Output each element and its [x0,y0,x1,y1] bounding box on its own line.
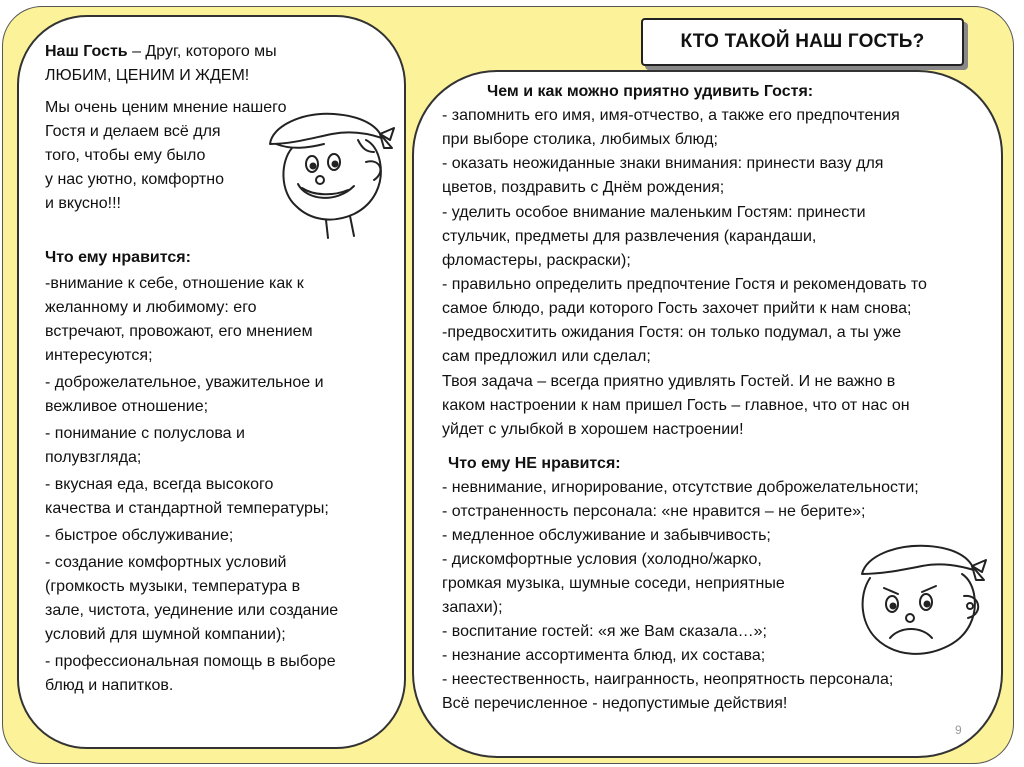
likes-line: встречают, провожают, его мнением [45,323,313,340]
likes-line: зале, чистота, уединение или создание [45,602,339,619]
surprise-line: стульчик, предметы для развлечения (карандаши, [442,228,817,245]
surprise-line: при выборе столика, любимых блюд; [442,131,718,148]
likes-line: вежливое отношение; [45,398,209,415]
dislikes-line: - дискомфортные условия (холодно/жарко, [442,551,762,568]
page-title: КТО ТАКОЙ НАШ ГОСТЬ? [680,31,925,52]
dislikes-line: запахи); [442,599,503,616]
dislikes-line: - неестественность, наигранность, неопрятность персонала; [442,671,894,688]
para-line: у нас уютно, комфортно [45,171,224,188]
likes-line: -внимание к себе, отношение как к [45,275,304,292]
para-line: того, чтобы ему было [45,147,206,164]
likes-line: - доброжелательное, уважительное и [45,374,324,391]
surprise-heading: Чем и как можно приятно удивить Гостя: [487,83,814,100]
surprise-line: самое блюдо, ради которого Гость захочет прийти к нам снова; [442,300,912,317]
intro-line-2: ЛЮБИМ, ЦЕНИМ И ЖДЕМ! [45,67,250,84]
title-box [641,18,964,66]
likes-line: - вкусная еда, всегда высокого [45,476,274,493]
surprise-line: - запомнить его имя, имя-отчество, а также его предпочтения [442,107,900,124]
likes-line: блюд и напитков. [45,677,174,694]
dislikes-line: - отстраненность персонала: «не нравится – не берите»; [442,503,866,520]
dislikes-line: - медленное обслуживание и забывчивость; [442,527,771,544]
para-line: и вкусно!!! [45,195,121,212]
dislikes-line: громкая музыка, шумные соседи, неприятные [442,575,785,592]
likes-line: интересуются; [45,347,153,364]
surprise-line: Твоя задача – всегда приятно удивлять Гостей. И не важно в [442,373,896,390]
dislikes-heading: Что ему НЕ нравится: [448,455,621,472]
para-line: Мы очень ценим мнение нашего [45,99,287,116]
surprise-line: - правильно определить предпочтение Гостя и рекомендовать то [442,276,927,293]
happy-face-icon [262,100,398,240]
likes-heading: Что ему нравится: [45,249,191,266]
likes-line: - создание комфортных условий [45,554,287,571]
surprise-line: каком настроении к нам пришел Гость – главное, что от нас он [442,397,910,414]
surprise-line: - уделить особое внимание маленьким Гостям: принести [442,204,866,221]
likes-line: качества и стандартной температуры; [45,500,329,517]
intro-bold: Наш Гость [45,43,128,60]
likes-line: (громкость музыки, температура в [45,578,301,595]
surprise-line: уйдет с улыбкой в хорошем настроении! [442,421,744,438]
likes-line: - быстрое обслуживание; [45,527,234,544]
surprise-line: фломастеры, раскраски); [442,252,631,269]
surprise-line: - оказать неожиданные знаки внимания: принести вазу для [442,155,884,172]
likes-line: полувзгляда; [45,449,142,466]
likes-line: - профессиональная помощь в выборе [45,653,336,670]
dislikes-line: - воспитание гостей: «я же Вам сказала…»; [442,623,767,640]
dislikes-line: Всё перечисленное - недопустимые действия! [442,695,788,712]
likes-line: условий для шумной компании); [45,626,286,643]
dislikes-line: - невнимание, игнорирование, отсутствие доброжелательности; [442,479,919,496]
page-number: 9 [955,723,962,737]
intro-line-1 [45,40,277,64]
likes-line: желанному и любимому: его [45,299,257,316]
surprise-line: цветов, поздравить с Днём рождения; [442,179,725,196]
surprise-line: -предвосхитить ожидания Гостя: он только подумал, а ты уже [442,324,902,341]
dislikes-line: - незнание ассортимента блюд, их состава; [442,647,766,664]
likes-line: - понимание с полуслова и [45,425,245,442]
intro-rest: – Друг, которого мы [127,43,277,60]
sad-face-icon [852,534,992,670]
para-line: Гостя и делаем всё для [45,123,221,140]
surprise-line: сам предложил или сделал; [442,348,651,365]
